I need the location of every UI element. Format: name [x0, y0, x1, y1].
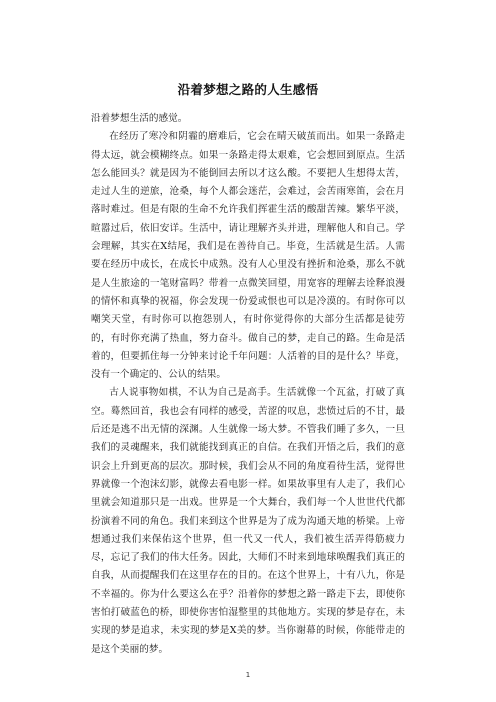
page-number: 1	[245, 671, 251, 679]
paragraph-intro: 沿着梦想生活的感觉。	[91, 113, 188, 124]
paragraph-2: 古人说事物如棋，不认为自己是高手。生活就像一个瓦盆，打破了真空。蓦然回首，我也会有同样的感受，苦涩的叹息，悲愤过后的不甘，最后还是逃不出无情的深渊。人生就像一场大梦。不管我们睡了多久，一旦我们的灵魂醒来，我们就能找到真正的自信。在我们开悟之后，我们的意识会上升到更高的层次。那时候，我们会从不同的角度看待生活，觉得世界就像一个泡沫幻影，就像去看电影一样。如果故事里有人走了，我们心里就会知道那只是一出戏。世界是一个大舞台，我们每一个人世世代代都扮演着不同的角色。我们来到这个世界是为了成为沟通天地的桥梁。上帝想通过我们来保佑这个世界，但一代又一代人，我们被生活弄得筋疲力尽，忘记了我们的伟大任务。因此，大师们不时来到地球唤醒我们真正的自我，从而提醒我们在这里存在的目的。在这个世界上，十有八九，你是不幸福的。你为什么要这么在乎？沿着你的梦想之路一路走下去，即使你害怕打破蓝色的桥，即使你害怕湿整里的其他地方。实现的梦是存在，未实现的梦是追求，未实现的梦是X美的梦。当你谢幕的时候，你能带走的是这个美丽的梦。	[91, 387, 405, 655]
document-body	[91, 110, 405, 659]
document-title: 沿着梦想之路的人生感悟	[177, 82, 319, 97]
paragraph-1: 在经历了寒冷和阴霾的磨难后，它会在晴天破茧而出。如果一条路走得太远，就会模糊终点。如果一条路走得太艰难，它会想回到原点。生活怎么能回头？就是因为不能倒回去所以才这么酸。不要把人生想得太苦，走过人生的逆旅，沧桑，每个人都会迷茫，会难过，会苦雨寒笛，会在月落时难过。但是有限的生命不允许我们挥霍生活的酸甜苦辣。繁华平淡，暄嚣过后，依旧安详。生活中，请让理解齐头并进，理解他人和自己。学会理解，其实在X结尾，我们是在善待自己。毕竟，生活就是生活。人需要在经历中成长，在成长中成熟。没有人心里没有挫折和沧桑，那么不就是人生旅途的一笔财富吗？带着一点微笑回望，用宽容的理解去诠释浪漫的情怀和真挚的祝福，你会发现一份爱或恨也可以是冷漠的。有时你可以嘲笑天堂，有时你可以抱怨别人，有时你觉得你的大部分生活都是徒劳的，有时你充满了热血，努力奋斗。做自己的梦，走自己的路。生命是活着的，但要抓住每一分钟来讨论千年问题：人活着的目的是什么？毕竟，没有一个确定的、公认的结果。	[91, 131, 405, 381]
